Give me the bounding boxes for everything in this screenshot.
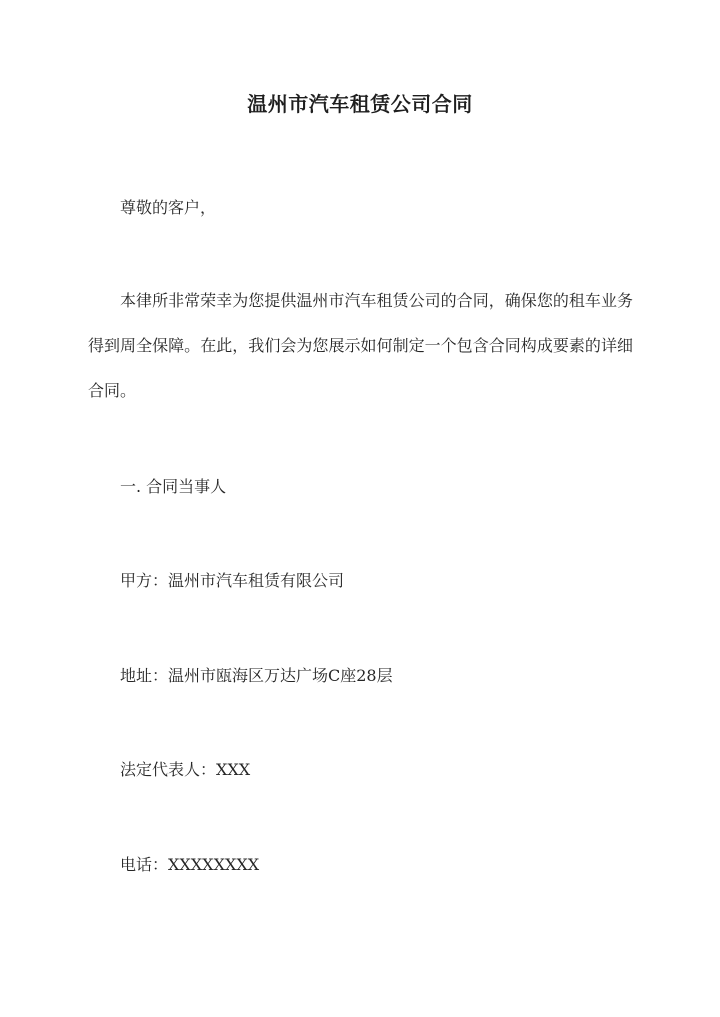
intro-paragraph: 本律所非常荣幸为您提供温州市汽车租赁公司的合同，确保您的租车业务得到周全保障。在此，我们会为您展示如何制定一个包含合同构成要素的详细合同。 [88,291,633,400]
legal-representative-line: 法定代表人：XXX [120,760,251,779]
greeting-paragraph: 尊敬的客户， [120,198,217,217]
phone-line: 电话：XXXXXXXX [120,855,260,874]
document-title: 温州市汽车租赁公司合同 [247,92,473,116]
party-a-line: 甲方：温州市汽车租赁有限公司 [120,571,345,590]
address-line: 地址：温州市瓯海区万达广场C座28层 [120,666,393,685]
section-heading-parties: 一. 合同当事人 [120,477,227,496]
